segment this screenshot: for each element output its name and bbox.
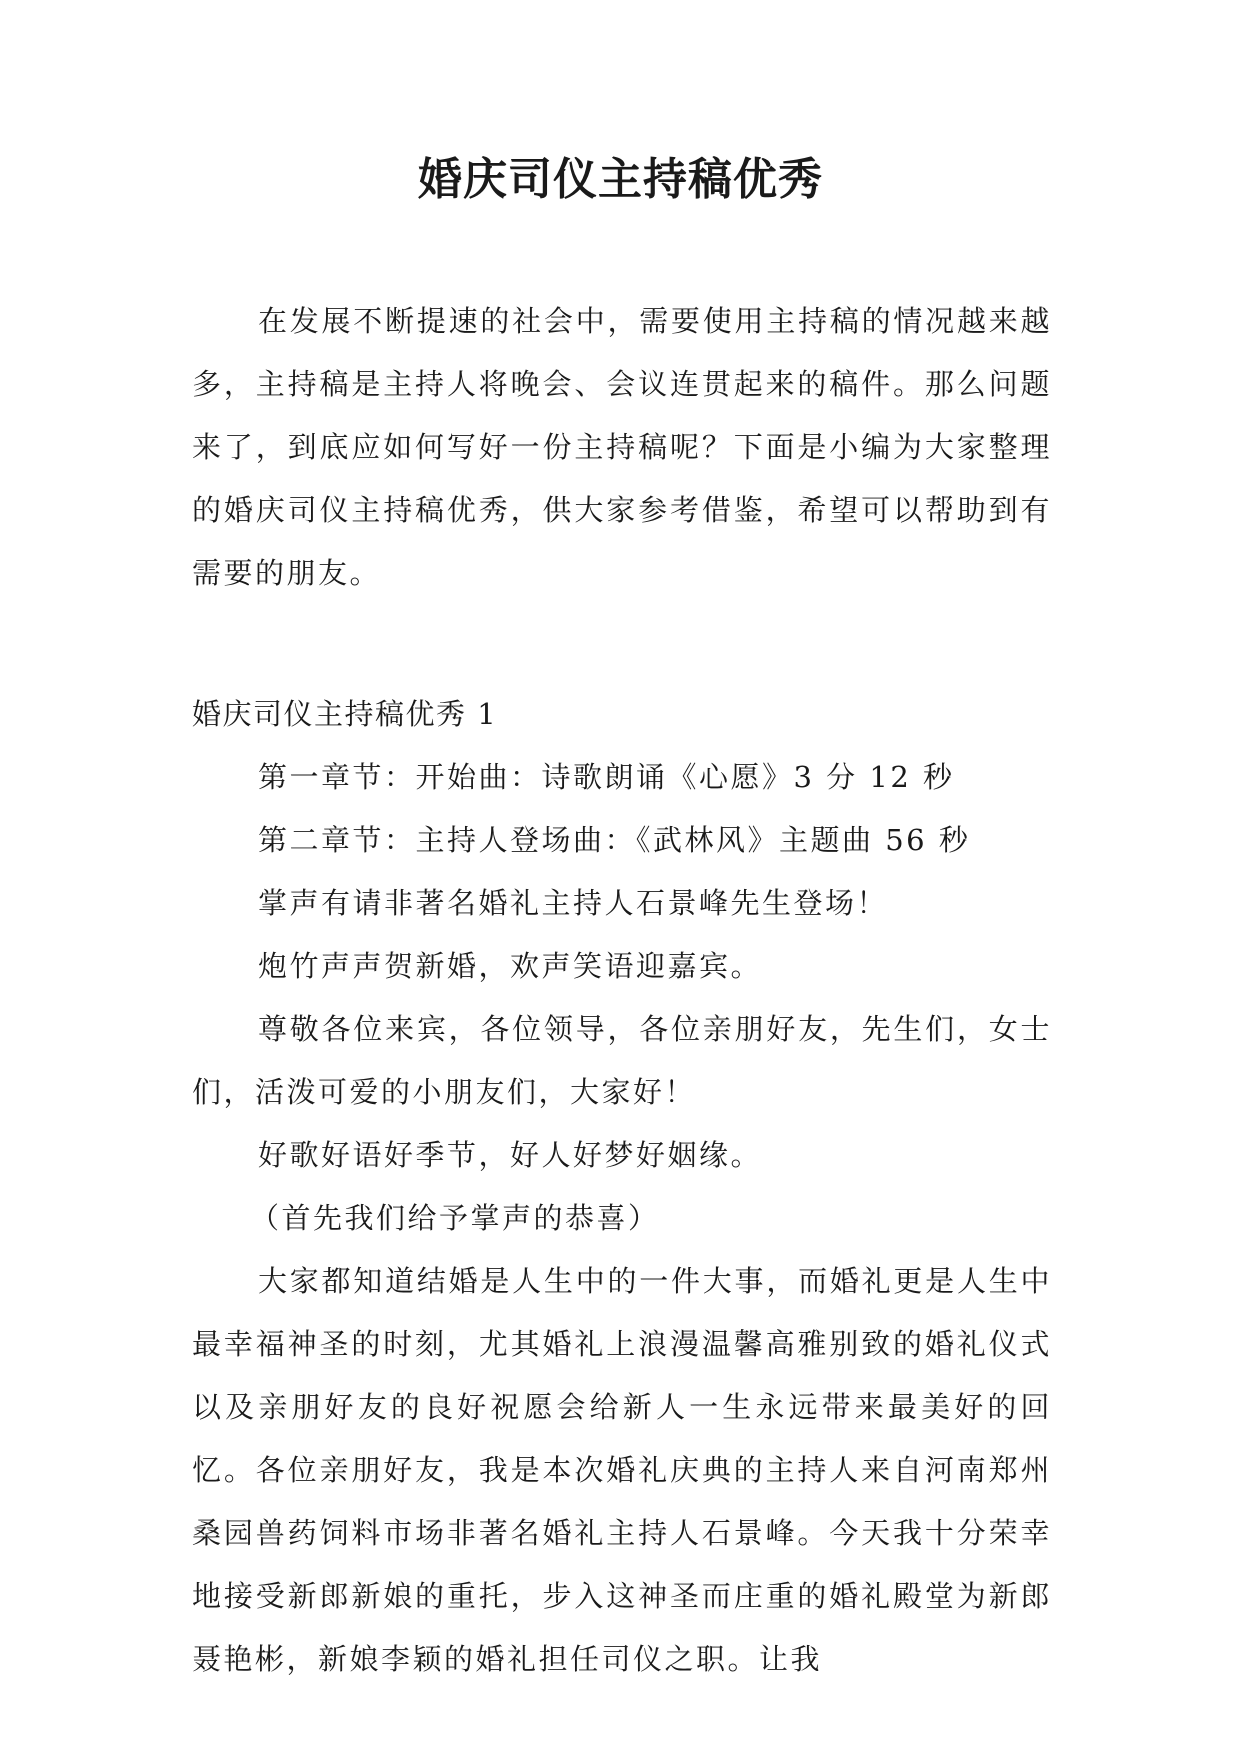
document-title: 婚庆司仪主持稿优秀 xyxy=(418,154,823,205)
paragraph-welcome: 掌声有请非著名婚礼主持人石景峰先生登场！ xyxy=(258,886,889,920)
paragraph-chapter-2: 第二章节：主持人登场曲：《武林风》主题曲 56 秒 xyxy=(258,823,971,857)
paragraph-stage-direction: （首先我们给予掌声的恭喜） xyxy=(250,1201,660,1235)
intro-paragraph: 在发展不断提速的社会中，需要使用主持稿的情况越来越多，主持稿是主持人将晚会、会议连贯起来的稿件。那么问题来了，到底应如何写好一份主持稿呢？下面是小编为大家整理的婚庆司仪主持稿优秀，供大家参考借鉴，希望可以帮助到有需要的朋友。 xyxy=(192,304,1052,590)
paragraph-chapter-1: 第一章节：开始曲：诗歌朗诵《心愿》3 分 12 秒 xyxy=(258,760,955,794)
paragraph-couplet-1: 炮竹声声贺新婚，欢声笑语迎嘉宾。 xyxy=(258,949,763,983)
section-spacer xyxy=(192,605,1052,683)
section-heading: 婚庆司仪主持稿优秀 1 xyxy=(192,697,498,731)
paragraph-greeting: 尊敬各位来宾，各位领导，各位亲朋好友，先生们，女士们，活泼可爱的小朋友们，大家好！ xyxy=(192,1012,1052,1109)
paragraph-main-speech: 大家都知道结婚是人生中的一件大事，而婚礼更是人生中最幸福神圣的时刻，尤其婚礼上浪漫温馨高雅别致的婚礼仪式以及亲朋好友的良好祝愿会给新人一生永远带来最美好的回忆。各位亲朋好友，我是本次婚礼庆典的主持人来自河南郑州桑园兽药饲料市场非著名婚礼主持人石景峰。今天我十分荣幸地接受新郎新娘的重托，步入这神圣而庄重的婚礼殿堂为新郎聂艳彬，新娘李颖的婚礼担任司仪之职。让我 xyxy=(192,1264,1052,1676)
document-body xyxy=(192,290,1052,1691)
paragraph-couplet-2: 好歌好语好季节，好人好梦好姻缘。 xyxy=(258,1138,763,1172)
